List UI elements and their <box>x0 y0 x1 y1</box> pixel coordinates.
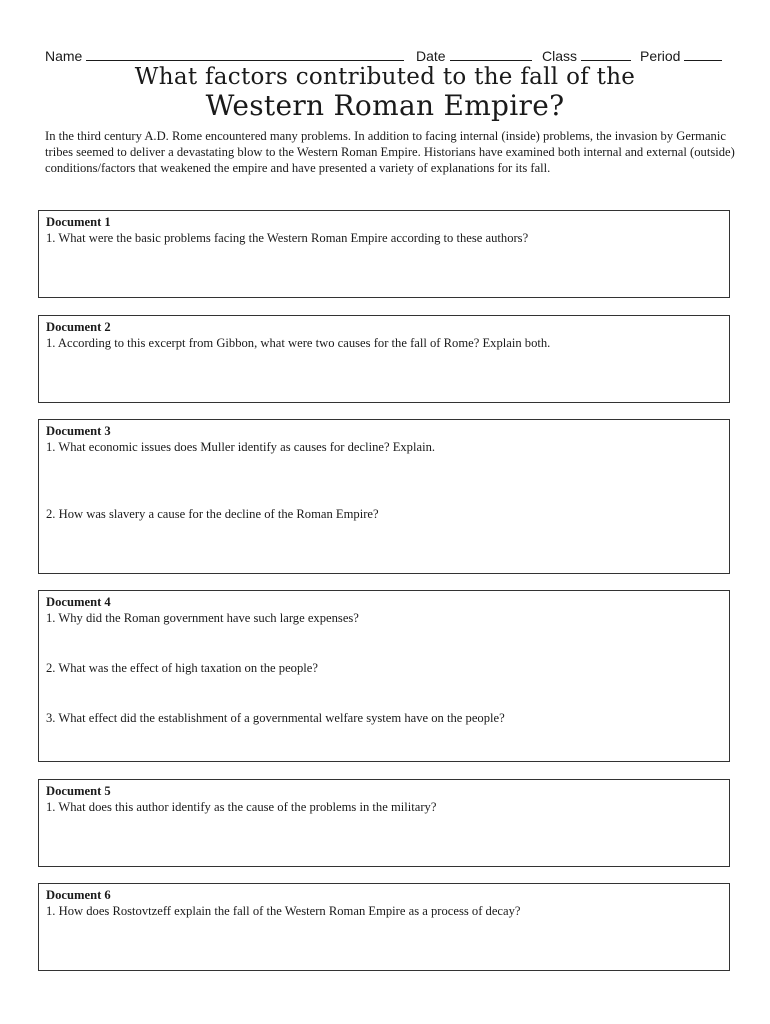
date-blank-line[interactable] <box>450 46 532 61</box>
document-1-box[interactable] <box>38 210 730 298</box>
period-label: Period <box>640 48 681 64</box>
document-title: Document 6 <box>46 888 111 902</box>
question-text: 1. According to this excerpt from Gibbon, what were two causes for the fall of Rome? Explain both. <box>46 336 551 350</box>
class-label: Class <box>542 48 578 64</box>
question-text: 1. How does Rostovtzeff explain the fall of the Western Roman Empire as a process of decay? <box>46 904 521 918</box>
page-title-line-2: Western Roman Empire? <box>205 89 565 122</box>
document-title: Document 2 <box>46 320 111 334</box>
student-info-header <box>45 46 725 66</box>
class-blank-line[interactable] <box>581 46 631 61</box>
document-3-box[interactable] <box>38 419 730 574</box>
page-title-line-1: What factors contributed to the fall of the <box>134 64 636 90</box>
document-5-box[interactable] <box>38 779 730 867</box>
date-field[interactable] <box>416 46 532 64</box>
name-label: Name <box>45 48 83 64</box>
period-blank-line[interactable] <box>684 46 722 61</box>
question-text: 1. Why did the Roman government have such large expenses? <box>46 611 359 625</box>
document-6-box[interactable] <box>38 883 730 971</box>
document-title: Document 5 <box>46 784 111 798</box>
date-label: Date <box>416 48 446 64</box>
question-text: 1. What were the basic problems facing the Western Roman Empire according to these authors? <box>46 231 529 245</box>
document-4-box[interactable] <box>38 590 730 762</box>
period-field[interactable] <box>640 46 722 64</box>
document-title: Document 3 <box>46 424 111 438</box>
question-text: 1. What economic issues does Muller identify as causes for decline? Explain. <box>46 440 436 454</box>
question-text: 1. What does this author identify as the cause of the problems in the military? <box>46 800 437 814</box>
document-title: Document 4 <box>46 595 111 609</box>
class-field[interactable] <box>542 46 631 64</box>
question-text: 3. What effect did the establishment of a governmental welfare system have on the people? <box>46 711 505 725</box>
document-2-box[interactable] <box>38 315 730 403</box>
intro-paragraph: In the third century A.D. Rome encountered many problems. In addition to facing internal (inside) problems, the invasion by Germanic tribes seemed to deliver a devastating blow to the Western Roman Empire. Historians have examined both internal and external (outside) conditions/factors that weakened the empire and have presented a variety of explanations for its fall. <box>45 129 735 176</box>
question-text: 2. How was slavery a cause for the decline of the Roman Empire? <box>46 507 379 521</box>
name-blank-line[interactable] <box>86 46 404 61</box>
question-text: 2. What was the effect of high taxation on the people? <box>46 661 318 675</box>
name-field[interactable] <box>45 46 404 64</box>
document-title: Document 1 <box>46 215 111 229</box>
